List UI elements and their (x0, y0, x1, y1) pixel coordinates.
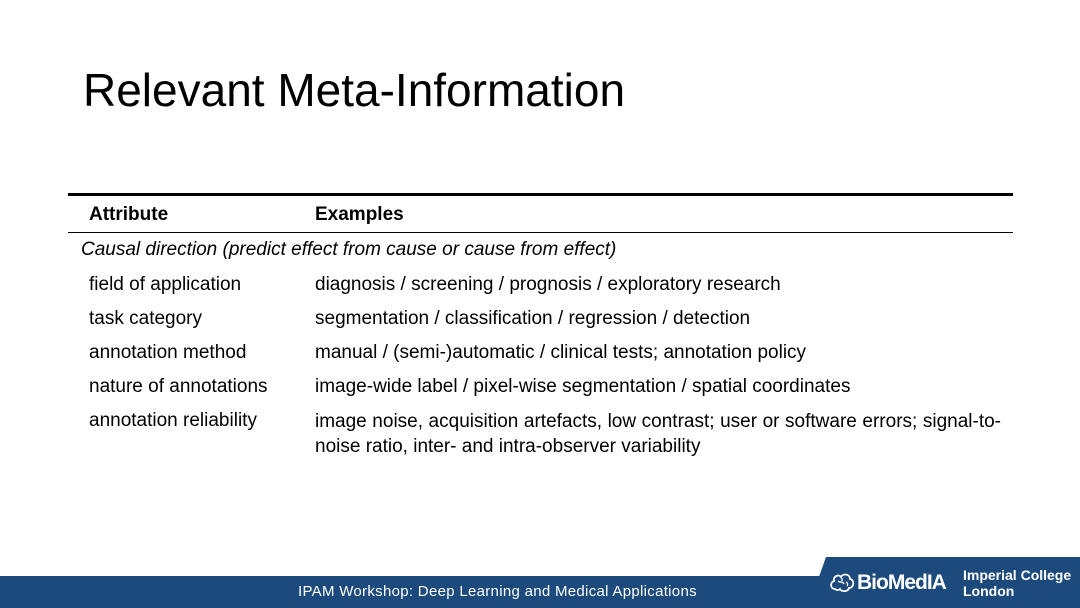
table-row (68, 336, 1013, 370)
header-attribute: Attribute (89, 204, 169, 225)
workshop-title: IPAM Workshop: Deep Learning and Medical Applications (298, 583, 697, 600)
header-examples: Examples (315, 204, 404, 225)
row-examples: diagnosis / screening / prognosis / exploratory research (315, 274, 781, 295)
row-attribute: nature of annotations (89, 376, 268, 397)
brain-icon (829, 572, 855, 594)
imperial-logo-line2: London (963, 583, 1015, 599)
meta-information-table (68, 193, 1013, 466)
table-header-row (68, 196, 1013, 232)
row-attribute: annotation method (89, 342, 247, 363)
slide-title: Relevant Meta-Information (83, 64, 626, 116)
imperial-college-logo (963, 567, 1071, 599)
row-examples: image-wide label / pixel-wise segmentation / spatial coordinates (315, 376, 851, 397)
table-row (68, 404, 1013, 466)
row-attribute: annotation reliability (89, 410, 257, 431)
row-examples: image noise, acquisition artefacts, low contrast; user or software errors; signal-to-noise ratio, inter- and intra-observer variability (315, 411, 1001, 457)
table-section-row (68, 233, 1013, 268)
table-row (68, 268, 1013, 302)
row-attribute: task category (89, 308, 202, 329)
biomedia-logo-text: BioMedIA (857, 571, 946, 594)
biomedia-logo (829, 570, 946, 596)
section-label: Causal direction (predict effect from cause or cause from effect) (81, 239, 617, 260)
table-row (68, 302, 1013, 336)
imperial-logo-line1: Imperial College (963, 567, 1072, 583)
row-examples: segmentation / classification / regression / detection (315, 308, 751, 329)
row-attribute: field of application (89, 274, 242, 295)
row-examples: manual / (semi-)automatic / clinical tests; annotation policy (315, 342, 807, 363)
table-row (68, 370, 1013, 404)
